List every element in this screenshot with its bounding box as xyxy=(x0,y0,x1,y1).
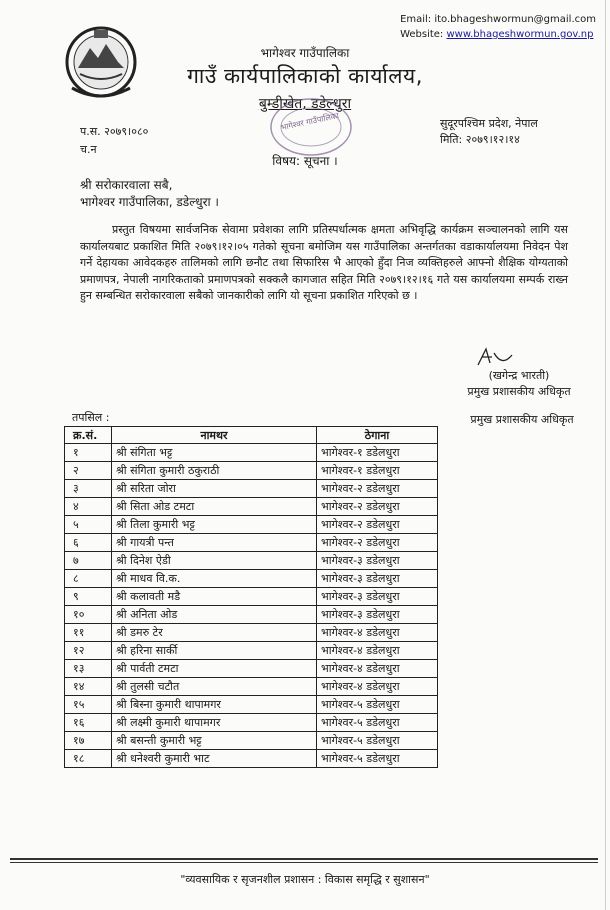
office-stamp-icon xyxy=(268,96,354,158)
stamp-text: भागेश्वर गाउँपालिका xyxy=(279,111,340,133)
serial-cell: १४ xyxy=(65,678,112,696)
serial-cell: ६ xyxy=(65,534,112,552)
contact-info xyxy=(400,12,596,42)
address-cell: भागेश्वर-२ डडेलधुरा xyxy=(317,498,438,516)
address-cell: भागेश्वर-३ डडेलधुरा xyxy=(317,588,438,606)
table-row xyxy=(65,534,438,552)
serial-cell: १२ xyxy=(65,642,112,660)
name-cell: श्री सरिता जोरा xyxy=(112,480,317,498)
patra-sankhya: प.स. २०७९।०८० xyxy=(80,125,149,138)
address-cell: भागेश्वर-२ डडेलधुरा xyxy=(317,516,438,534)
table-row xyxy=(65,642,438,660)
addressee-line-2: भागेश्वर गाउँपालिका, डडेल्धुरा । xyxy=(80,195,219,209)
footer-divider-thin xyxy=(10,862,598,863)
signatory-name: (खगेन्द्र भारती) xyxy=(488,369,550,382)
col-header-serial: क्र.सं. xyxy=(65,427,112,444)
serial-cell: १७ xyxy=(65,732,112,750)
address-cell: भागेश्वर-५ डडेलधुरा xyxy=(317,696,438,714)
office-title: गाउँ कार्यपालिकाको कार्यालय, xyxy=(187,64,423,88)
tapasil-label: तपसिल : xyxy=(72,411,110,424)
address-cell: भागेश्वर-४ डडेलधुरा xyxy=(317,642,438,660)
col-header-address: ठेगाना xyxy=(317,427,438,444)
address-cell: भागेश्वर-२ डडेलधुरा xyxy=(317,534,438,552)
address-cell: भागेश्वर-५ डडेलधुरा xyxy=(317,750,438,768)
subject-line: विषय: सूचना । xyxy=(272,154,338,168)
name-cell: श्री लक्ष्मी कुमारी थापामगर xyxy=(112,714,317,732)
website-link[interactable]: www.bhageshwormun.gov.np xyxy=(446,29,594,40)
serial-cell: ९ xyxy=(65,588,112,606)
signatory-block xyxy=(444,368,594,400)
address-cell: भागेश्वर-४ डडेलधुरा xyxy=(317,624,438,642)
signatory-stamp: प्रमुख प्रशासकीय अधिकृत xyxy=(470,413,574,426)
serial-cell: ५ xyxy=(65,516,112,534)
table-row xyxy=(65,570,438,588)
notice-date: मिति: २०७९।१२।१४ xyxy=(440,133,520,146)
address-cell: भागेश्वर-५ डडेलधुरा xyxy=(317,732,438,750)
serial-cell: १३ xyxy=(65,660,112,678)
addressee-block xyxy=(80,177,219,211)
name-cell: श्री तिला कुमारी भट्ट xyxy=(112,516,317,534)
address-cell: भागेश्वर-३ डडेलधुरा xyxy=(317,606,438,624)
address-cell: भागेश्वर-१ डडेलधुरा xyxy=(317,462,438,480)
table-row xyxy=(65,714,438,732)
date-block xyxy=(440,116,538,148)
addressee-line-1: श्री सरोकारवाला सबै, xyxy=(80,178,173,192)
address-cell: भागेश्वर-३ डडेलधुरा xyxy=(317,570,438,588)
name-cell: श्री अनिता ओड xyxy=(112,606,317,624)
name-cell: श्री तुलसी चटौत xyxy=(112,678,317,696)
name-cell: श्री सिता ओड टमटा xyxy=(112,498,317,516)
footer-motto: "व्यवसायिक र सृजनशील प्रशासन : विकास समृद्धि र सुशासन" xyxy=(180,873,430,886)
office-address-text: बुम्डीखेत, डडेल्धुरा xyxy=(258,96,352,112)
name-cell: श्री संगिता भट्ट xyxy=(112,444,317,462)
name-cell: श्री माधव वि.क. xyxy=(112,570,317,588)
address-cell: भागेश्वर-४ डडेलधुरा xyxy=(317,678,438,696)
name-cell: श्री हरिना सार्की xyxy=(112,642,317,660)
website-line xyxy=(400,27,596,42)
table-row xyxy=(65,732,438,750)
name-cell: श्री गायत्री पन्त xyxy=(112,534,317,552)
serial-cell: १ xyxy=(65,444,112,462)
address-cell: भागेश्वर-१ डडेलधुरा xyxy=(317,444,438,462)
table-row xyxy=(65,606,438,624)
table-row xyxy=(65,462,438,480)
address-cell: भागेश्वर-५ डडेलधुरा xyxy=(317,714,438,732)
name-cell: श्री धनेश्वरी कुमारी भाट xyxy=(112,750,317,768)
name-cell: श्री बिस्ना कुमारी थापामगर xyxy=(112,696,317,714)
notice-body: प्रस्तुत विषयमा सार्वजनिक सेवामा प्रवेशका लागि प्रतिस्पर्धात्मक क्षमता अभिवृद्धि कार्यक्रम सञ्चालनको लागि यस कार्यालयबाट प्रकाशित मिति २०७९।१२।०५ गतेको सूचना बमोजिम यस गाउँपालिका अन्तर्गतका वडाकार्यालयमा निवेदन पेश गर्ने देहायका आवेदकहरु तालिमको लागि छनौट तथा सिफारिस भै आएको हुँदा निज व्यक्तिहरुले आफ्नो शैक्षिक योग्यताको प्रमाणपत्र, नेपाली नागरिकताको प्रमाणपत्रको सक्कलै कागजात सहित मिति २०७९।१२।१६ गते यस कार्यालयमा सम्पर्क राख्न हुन सम्बन्धित सरोकारवाला सबैको जानकारीको लागि यो सूचना प्रकाशित गरिएको छ । xyxy=(80,223,568,303)
name-cell: श्री कलावती मडै xyxy=(112,588,317,606)
serial-cell: १० xyxy=(65,606,112,624)
serial-cell: ११ xyxy=(65,624,112,642)
name-cell: श्री डमरु टेर xyxy=(112,624,317,642)
table-row xyxy=(65,516,438,534)
serial-cell: ४ xyxy=(65,498,112,516)
selected-applicants-table xyxy=(64,426,438,768)
table-row xyxy=(65,750,438,768)
serial-cell: १५ xyxy=(65,696,112,714)
serial-cell: ३ xyxy=(65,480,112,498)
address-cell: भागेश्वर-३ डडेलधुरा xyxy=(317,552,438,570)
page-edge-line xyxy=(605,0,606,910)
name-cell: श्री संगिता कुमारी ठकुराठी xyxy=(112,462,317,480)
table-header-row xyxy=(65,427,438,444)
handwritten-signature-icon xyxy=(472,345,522,369)
website-label: Website: xyxy=(400,29,447,40)
serial-cell: ७ xyxy=(65,552,112,570)
name-cell: श्री बसन्ती कुमारी भट्ट xyxy=(112,732,317,750)
name-cell: श्री दिनेश ऐडी xyxy=(112,552,317,570)
address-cell: भागेश्वर-२ डडेलधुरा xyxy=(317,480,438,498)
table-row xyxy=(65,696,438,714)
email-text: Email: ito.bhageshwormun@gmail.com xyxy=(400,14,596,25)
serial-cell: १८ xyxy=(65,750,112,768)
table-row xyxy=(65,660,438,678)
chalani-number: च.न xyxy=(80,143,97,156)
table-body xyxy=(65,444,438,768)
col-header-name: नामथर xyxy=(112,427,317,444)
address-cell: भागेश्वर-४ डडेलधुरा xyxy=(317,660,438,678)
table-row xyxy=(65,498,438,516)
name-cell: श्री पार्वती टमटा xyxy=(112,660,317,678)
serial-cell: ८ xyxy=(65,570,112,588)
serial-cell: २ xyxy=(65,462,112,480)
table-row xyxy=(65,552,438,570)
table-row xyxy=(65,624,438,642)
serial-cell: १६ xyxy=(65,714,112,732)
footer-divider xyxy=(10,858,598,860)
signatory-title: प्रमुख प्रशासकीय अधिकृत xyxy=(467,385,571,398)
table-row xyxy=(65,480,438,498)
province-text: सुदूरपश्चिम प्रदेश, नेपाल xyxy=(440,117,538,130)
municipality-name: भागेश्वर गाउँपालिका xyxy=(260,46,350,60)
table-row xyxy=(65,444,438,462)
table-row xyxy=(65,678,438,696)
table-row xyxy=(65,588,438,606)
